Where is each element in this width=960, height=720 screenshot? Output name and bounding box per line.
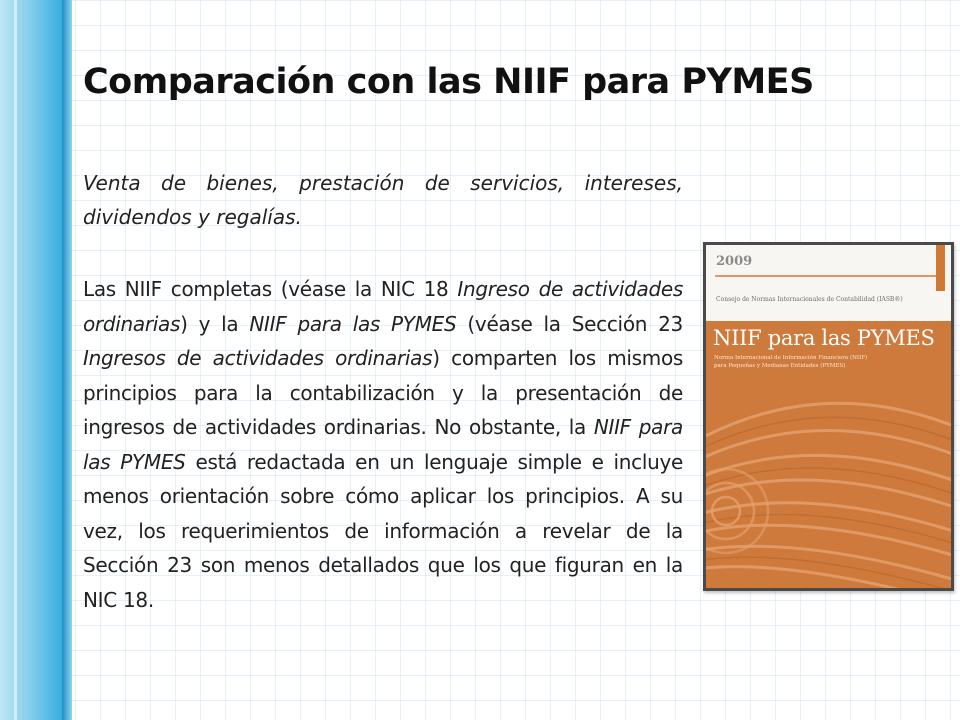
book-cover-year: 2009 bbox=[716, 254, 753, 269]
book-cover-title: NIIF para las PYMES bbox=[713, 326, 935, 350]
book-cover-subtitle-line2: para Pequeñas y Medianas Entidades (PYMES) bbox=[714, 363, 846, 369]
book-cover-arcs bbox=[706, 321, 951, 588]
body-text-segment: ) y la bbox=[180, 311, 250, 336]
body-italic-segment: NIIF para las PYMES bbox=[249, 311, 457, 336]
book-cover-image bbox=[703, 242, 954, 591]
slide-subtitle: Venta de bienes, prestación de servicios, intereses, dividendos y regalías. bbox=[83, 171, 683, 229]
book-cover-council: Consejo de Normas Internacionales de Contabilidad (IASB®) bbox=[716, 296, 903, 303]
body-italic-segment: Ingresos de actividades ordinarias bbox=[83, 346, 433, 370]
body-text-segment: (véase la Sección 23 bbox=[456, 311, 683, 336]
book-cover-subtitle-line1: Norma Internacional de Información Financiera (NIIF) bbox=[714, 355, 868, 361]
body-text-segment: está redactada en un lenguaje simple e incluye menos orientación sobre cómo aplicar los principios. A su vez, los requerimientos de información a revelar de la Sección 23 son menos detallados que los que figuran en la NIC 18. bbox=[83, 449, 683, 612]
book-cover-orange-band bbox=[706, 321, 951, 588]
body-text-segment: Las NIIF completas (véase la NIC 18 bbox=[83, 277, 458, 301]
body-italic-segment: Ingreso de actividades ordinarias bbox=[83, 277, 683, 336]
body-italic-segment: NIIF para las PYMES bbox=[83, 415, 683, 474]
book-cover-corner-tab bbox=[936, 245, 945, 291]
book-cover-stripe bbox=[715, 275, 941, 277]
body-text-segment: ) comparten los mismos principios para la contabilización y la presentación de ingresos de actividades ordinarias. No obstante, la bbox=[83, 346, 683, 439]
left-decorative-band bbox=[0, 0, 72, 720]
body-paragraph bbox=[83, 272, 683, 617]
slide-title: Comparación con las NIIF para PYMES bbox=[83, 62, 814, 102]
book-cover-header bbox=[706, 245, 951, 321]
